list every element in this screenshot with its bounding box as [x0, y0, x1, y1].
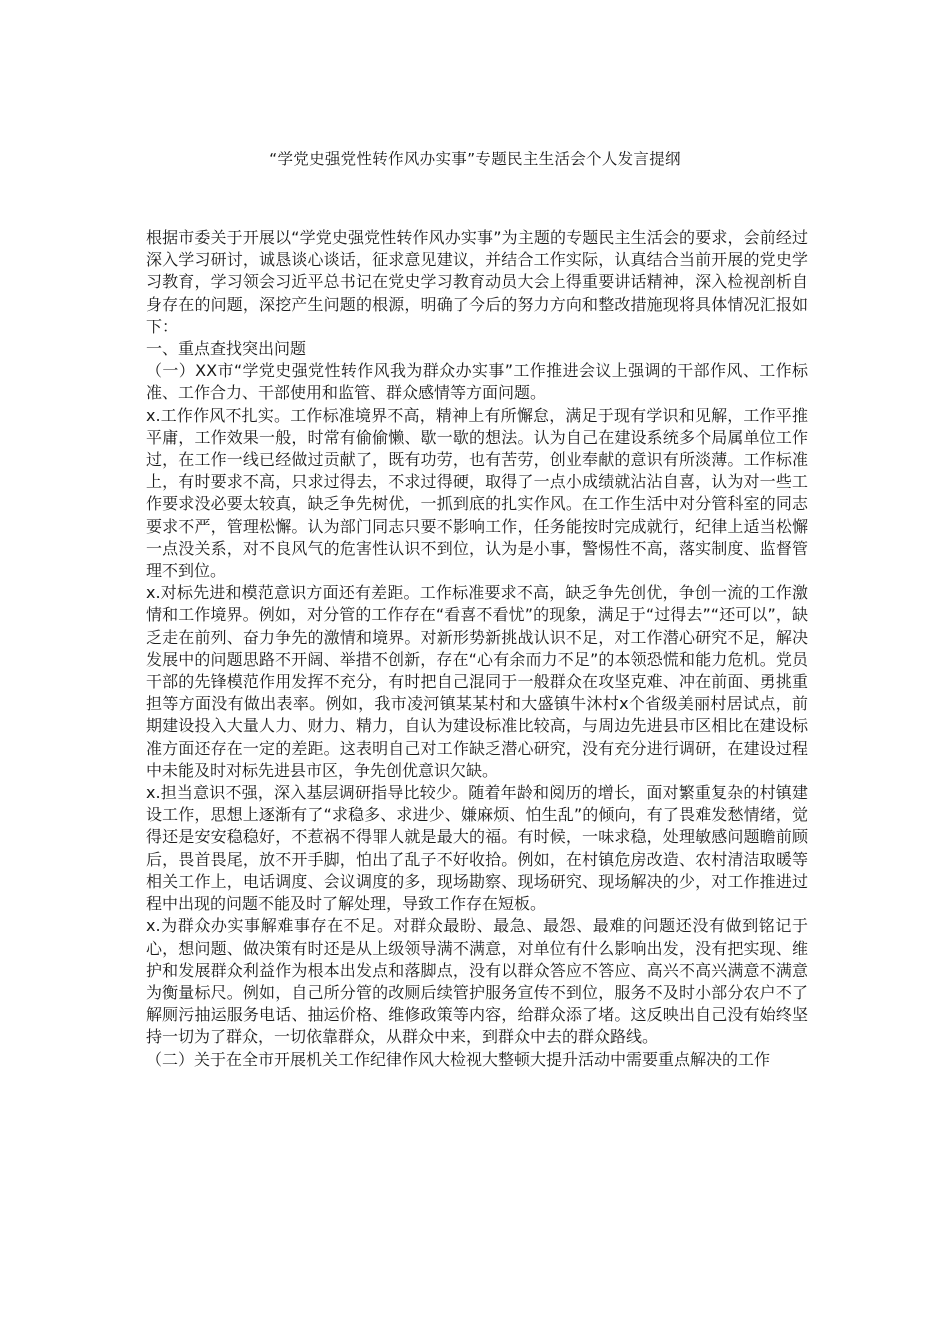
subsection-heading: （二）关于在全市开展机关工作纪律作风大检视大整顿大提升活动中需要重点解决的工作	[146, 1049, 771, 1069]
subsection-heading: （一）XX市“学党史强党性转作风我为群众办实事”工作推进会议上强调的干部作风、工作标准、工作合力、干部使用和监管、群众感情等方面问题。	[146, 361, 808, 403]
intro-paragraph: 根据市委关于开展以“学党史强党性转作风办实事”为主题的专题民主生活会的要求，会前经过深入学习研讨，诚恳谈心谈话，征求意见建议，并结合工作实际，认真结合当前开展的党史学习教育，学习领会习近平总书记在党史学习教育动员大会上得重要讲话精神，深入检视剖析自身存在的问题，深挖产生问题的根源，明确了今后的努力方向和整改措施现将具体情况汇报如下：	[146, 228, 808, 336]
body-paragraph: x.担当意识不强，深入基层调研指导比较少。随着年龄和阅历的增长，面对繁重复杂的村镇建设工作，思想上逐渐有了“求稳多、求进少、嫌麻烦、怕生乱”的倾向，有了畏难发愁情绪，觉得还是安安稳稳好，不惹祸不得罪人就是最大的福。有时候，一味求稳，处理敏感问题瞻前顾后，畏首畏尾，放不开手脚，怕出了乱子不好收拾。例如，在村镇危房改造、农村清洁取暖等相关工作上，电话调度、会议调度的多，现场勘察、现场研究、现场解决的少，对工作推进过程中出现的问题不能及时了解处理，导致工作存在短板。	[146, 783, 808, 914]
body-paragraph: x.为群众办实事解难事存在不足。对群众最盼、最急、最怨、最难的问题还没有做到铭记于心，想问题、做决策有时还是从上级领导满不满意，对单位有什么影响出发，没有把实现、维护和发展群众利益作为根本出发点和落脚点，没有以群众答应不答应、高兴不高兴满意不满意为衡量标尺。例如，自己所分管的改厕后续管护服务宣传不到位，服务不及时小部分农户不了解厕污抽运服务电话、抽运价格、维修政策等内容，给群众添了堵。这反映出自己没有始终坚持一切为了群众，一切依靠群众，从群众中来，到群众中去的群众路线。	[146, 916, 808, 1047]
document-body	[146, 227, 808, 1071]
body-paragraph: x.工作作风不扎实。工作标准境界不高，精神上有所懈怠，满足于现有学识和见解，工作平推平庸，工作效果一般，时常有偷偷懒、歇一歇的想法。认为自己在建设系统多个局属单位工作过，在工作一线已经做过贡献了，既有功劳，也有苦劳，创业奉献的意识有所淡薄。工作标准上，有时要求不高，只求过得去，不求过得硬，取得了一点小成绩就沾沾自喜，认为对一些工作要求没必要太较真，缺乏争先树优，一抓到底的扎实作风。在工作生活中对分管科室的同志要求不严，管理松懈。认为部门同志只要不影响工作，任务能按时完成就行，纪律上适当松懈一点没关系，对不良风气的危害性认识不到位，认为是小事，警惕性不高，落实制度、监督管理不到位。	[146, 405, 808, 581]
section-heading: 一、重点查找突出问题	[146, 339, 307, 359]
document-title: “学党史强党性转作风办实事”专题民主生活会个人发言提纲	[269, 150, 681, 168]
body-paragraph: x.对标先进和模范意识方面还有差距。工作标准要求不高，缺乏争先创优，争创一流的工作激情和工作境界。例如，对分管的工作存在“看喜不看忧”的现象，满足于“过得去”“还可以”，缺乏走在前列、奋力争先的激情和境界。对新形势新挑战认识不足，对工作潜心研究不足，解决发展中的问题思路不开阔、举措不创新，存在“心有余而力不足”的本领恐慌和能力危机。党员干部的先锋模范作用发挥不充分，有时把自己混同于一般群众在攻坚克难、冲在前面、勇挑重担等方面没有做出表率。例如，我市凌河镇某某村和大盛镇牛沐村x个省级美丽村居试点，前期建设投入大量人力、财力、精力，自认为建设标准比较高，与周边先进县市区相比在建设标准方面还存在一定的差距。这表明自己对工作缺乏潜心研究，没有充分进行调研，在建设过程中未能及时对标先进县市区，争先创优意识欠缺。	[146, 583, 808, 780]
